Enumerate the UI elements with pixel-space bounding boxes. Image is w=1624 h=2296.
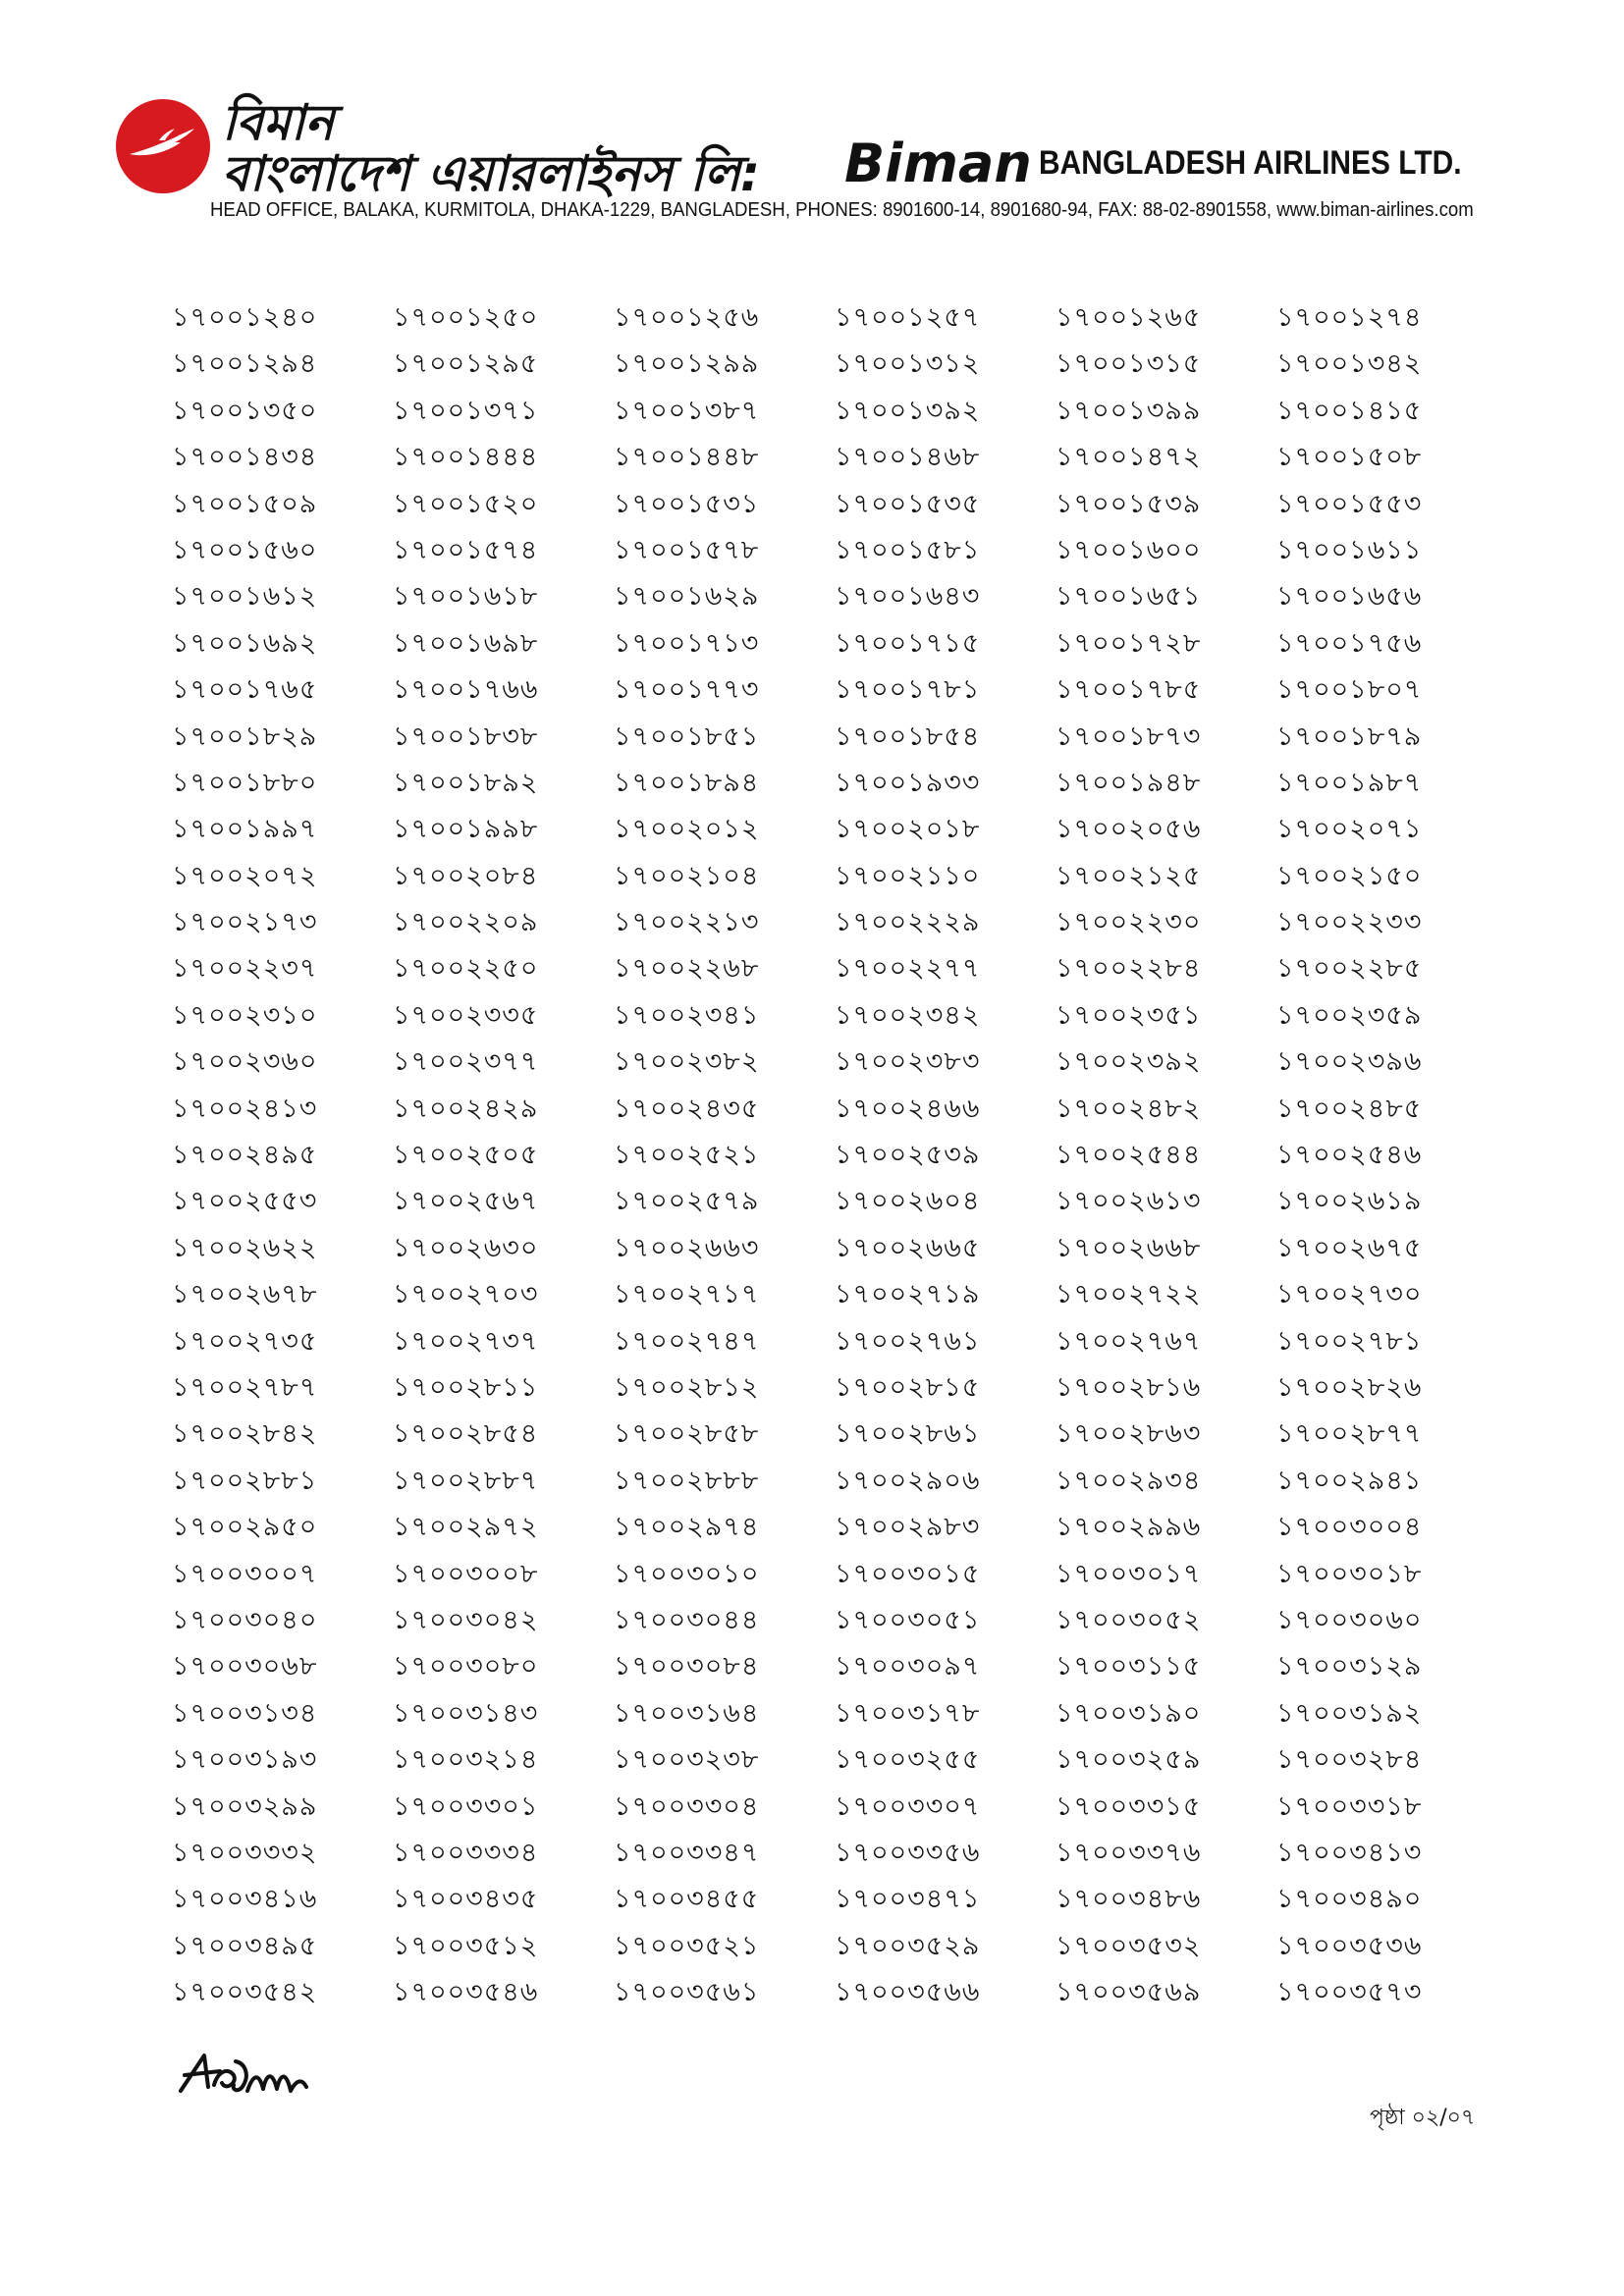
roll-number: ১৭০০২৩৮৩	[835, 1046, 981, 1078]
roll-number: ১৭০০২৯৯৬	[1056, 1512, 1202, 1543]
roll-number: ১৭০০২২৫০	[393, 953, 539, 985]
roll-number: ১৭০০১৫০৯	[172, 488, 318, 519]
roll-number: ১৭০০২০৮৪	[393, 860, 539, 891]
roll-number: ১৭০০২৩৫৯	[1276, 999, 1423, 1031]
roll-number: ১৭০০৩১৩৪	[172, 1697, 318, 1729]
roll-number: ১৭০০১৩৮৭	[614, 395, 760, 426]
roll-number: ১৭০০১৫৭৮	[614, 534, 760, 565]
roll-number: ১৭০০১৪৩৪	[172, 442, 318, 473]
roll-number: ১৭০০১৫৩৯	[1056, 488, 1202, 519]
roll-number: ১৭০০২৭৬১	[835, 1325, 981, 1357]
roll-number: ১৭০০৩০০৪	[1276, 1512, 1423, 1543]
roll-number: ১৭০০২৮৬১	[835, 1418, 981, 1450]
roll-number: ১৭০০৩৫৩৬	[1276, 1930, 1423, 1961]
roll-number: ১৭০০২১০৪	[614, 860, 760, 891]
roll-number: ১৭০০৩৩৩২	[172, 1837, 318, 1868]
roll-number: ১৭০০৩০০৮	[393, 1558, 539, 1589]
roll-number: ১৭০০২২৭৭	[835, 953, 981, 985]
roll-number: ১৭০০১৮৯২	[393, 767, 539, 798]
roll-number: ১৭০০১২৪০	[172, 302, 318, 333]
roll-number: ১৭০০২৮১৫	[835, 1371, 981, 1403]
roll-number: ১৭০০৩৪৯০	[1276, 1884, 1423, 1915]
brand-name-bengali	[222, 94, 761, 202]
roll-number: ১৭০০২৯৩৪	[1056, 1465, 1202, 1496]
head-office-address: HEAD OFFICE, BALAKA, KURMITOLA, DHAKA-1229, BANGLADESH, PHONES: 8901600-14, 8901680-94, FAX: 88-02-8901558, www.biman-airlines.com	[210, 199, 1474, 221]
roll-number: ১৭০০২৬২২	[172, 1232, 318, 1263]
roll-number: ১৭০০২৬৭৫	[1276, 1232, 1423, 1263]
roll-number: ১৭০০২৩৯২	[1056, 1046, 1202, 1078]
roll-number: ১৭০০৩৫১২	[393, 1930, 539, 1961]
roll-number: ১৭০০৩০৪৪	[614, 1604, 760, 1635]
roll-number: ১৭০০৩০০৭	[172, 1558, 318, 1589]
roll-number: ১৭০০২৬৩০	[393, 1232, 539, 1263]
roll-number: ১৭০০২২৮৫	[1276, 953, 1423, 985]
roll-number: ১৭০০২৯৭২	[393, 1512, 539, 1543]
roll-number: ১৭০০৩৫৩২	[1056, 1930, 1202, 1961]
roll-number: ১৭০০২০৭২	[172, 860, 318, 891]
page-number: পৃষ্ঠা ০২/০৭	[1370, 2106, 1476, 2130]
roll-number: ১৭০০১৭৫৬	[1276, 627, 1423, 659]
roll-number: ১৭০০৩০৬০	[1276, 1604, 1423, 1635]
roll-number: ১৭০০৩৫৪২	[172, 1977, 318, 2008]
roll-number: ১৭০০২৫০৫	[393, 1140, 539, 1171]
roll-number: ১৭০০২২১৩	[614, 907, 760, 938]
roll-number: ১৭০০৩৩১৮	[1276, 1790, 1423, 1822]
roll-number: ১৭০০১৬২৯	[614, 581, 760, 613]
roll-number: ১৭০০১৮৭৩	[1056, 721, 1202, 752]
roll-number: ১৭০০২১৫০	[1276, 860, 1423, 891]
roll-number: ১৭০০২৮৭৭	[1276, 1418, 1423, 1450]
roll-number: ১৭০০৩০৬৮	[172, 1651, 318, 1682]
roll-number: ১৭০০৩৫৬৯	[1056, 1977, 1202, 2008]
roll-number: ১৭০০৩৩৩৪	[393, 1837, 539, 1868]
roll-number: ১৭০০১৫৮১	[835, 534, 981, 565]
roll-number: ১৭০০৩২১৪	[393, 1744, 539, 1776]
roll-number: ১৭০০১৬১২	[172, 581, 318, 613]
roll-number: ১৭০০১২৬৫	[1056, 302, 1202, 333]
roll-number: ১৭০০১৪৪৪	[393, 442, 539, 473]
roll-number: ১৭০০২৯০৬	[835, 1465, 981, 1496]
roll-number: ১৭০০২৯৫০	[172, 1512, 318, 1543]
roll-number: ১৭০০২২৬৮	[614, 953, 760, 985]
roll-number: ১৭০০২০১২	[614, 814, 760, 845]
roll-number: ১৭০০১৫৭৪	[393, 534, 539, 565]
roll-number: ১৭০০২৫৩৯	[835, 1140, 981, 1171]
roll-number: ১৭০০১৫৫৩	[1276, 488, 1423, 519]
roll-number: ১৭০০২৮৬৩	[1056, 1418, 1202, 1450]
roll-number: ১৭০০৩৩৫৬	[835, 1837, 981, 1868]
roll-number: ১৭০০১৭৭৩	[614, 674, 760, 706]
roll-number: ১৭০০৩০৮৪	[614, 1651, 760, 1682]
roll-number: ১৭০০২৫৭৯	[614, 1186, 760, 1217]
roll-number: ১৭০০১২৯৫	[393, 348, 539, 380]
roll-number: ১৭০০২০৫৬	[1056, 814, 1202, 845]
roll-number: ১৭০০৩৪৮৬	[1056, 1884, 1202, 1915]
roll-number: ১৭০০২৯৮৩	[835, 1512, 981, 1543]
roll-number: ১৭০০৩৫৬১	[614, 1977, 760, 2008]
roll-number: ১৭০০২৮১৬	[1056, 1371, 1202, 1403]
roll-number: ১৭০০২৩৯৬	[1276, 1046, 1423, 1078]
roll-number: ১৭০০১৫৩১	[614, 488, 760, 519]
roll-number: ১৭০০৩০৮০	[393, 1651, 539, 1682]
roll-number: ১৭০০১৮২৯	[172, 721, 318, 752]
roll-number: ১৭০০১৮৫৪	[835, 721, 981, 752]
roll-number: ১৭০০২৪১৩	[172, 1093, 318, 1124]
roll-number: ১৭০০২৪৮২	[1056, 1093, 1202, 1124]
roll-number: ১৭০০২৪৬৬	[835, 1093, 981, 1124]
roll-number: ১৭০০২১২৫	[1056, 860, 1202, 891]
roll-number: ১৭০০২৮৮৭	[393, 1465, 539, 1496]
roll-number: ১৭০০১৫৬০	[172, 534, 318, 565]
roll-number: ১৭০০২২৩৭	[172, 953, 318, 985]
roll-number: ১৭০০২৯৪১	[1276, 1465, 1423, 1496]
brand-name-english: BANGLADESH AIRLINES LTD.	[1039, 144, 1462, 182]
roll-number: ১৭০০১২৫০	[393, 302, 539, 333]
letterhead	[116, 93, 1510, 231]
roll-number: ১৭০০৩৩০৪	[614, 1790, 760, 1822]
roll-number: ১৭০০৩৩১৫	[1056, 1790, 1202, 1822]
brand-name-bengali-line1: বিমান	[222, 94, 335, 151]
roll-number: ১৭০০২৭৩৭	[393, 1325, 539, 1357]
roll-number: ১৭০০১৯৯৮	[393, 814, 539, 845]
roll-number: ১৭০০২৫২১	[614, 1140, 760, 1171]
roll-number: ১৭০০১৩৫০	[172, 395, 318, 426]
roll-number: ১৭০০২৫৬৭	[393, 1186, 539, 1217]
roll-number: ১৭০০২৭০৩	[393, 1279, 539, 1310]
roll-number: ১৭০০১৭৬৫	[172, 674, 318, 706]
roll-number: ১৭০০২৮১২	[614, 1371, 760, 1403]
roll-number: ১৭০০২৮৮১	[172, 1465, 318, 1496]
roll-number: ১৭০০১৮৭৯	[1276, 721, 1423, 752]
signature-icon	[175, 2042, 352, 2114]
roll-number: ১৭০০২৭৮৭	[172, 1371, 318, 1403]
roll-number: ১৭০০২৩৪১	[614, 999, 760, 1031]
brand-name-bengali-line2: বাংলাদেশ এয়ারলাইনস লি:	[222, 145, 761, 202]
roll-number: ১৭০০১৬৪৩	[835, 581, 981, 613]
roll-number: ১৭০০২৪৮৫	[1276, 1093, 1423, 1124]
roll-number: ১৭০০৩০৯৭	[835, 1651, 981, 1682]
roll-number: ১৭০০২৯৭৪	[614, 1512, 760, 1543]
roll-number: ১৭০০২৭৪৭	[614, 1325, 760, 1357]
roll-number: ১৭০০১৭২৮	[1056, 627, 1202, 659]
roll-number: ১৭০০১৭১৩	[614, 627, 760, 659]
roll-number: ১৭০০৩০৫২	[1056, 1604, 1202, 1635]
roll-number: ১৭০০২৮৮৮	[614, 1465, 760, 1496]
roll-number: ১৭০০১৬১৮	[393, 581, 539, 613]
roll-number: ১৭০০১৬০০	[1056, 534, 1202, 565]
roll-number: ১৭০০১৬৯২	[172, 627, 318, 659]
roll-number: ১৭০০২৭৮১	[1276, 1325, 1423, 1357]
roll-number: ১৭০০২৮১১	[393, 1371, 539, 1403]
roll-number: ১৭০০২০১৮	[835, 814, 981, 845]
roll-number: ১৭০০২২০৯	[393, 907, 539, 938]
roll-number: ১৭০০২২৩০	[1056, 907, 1202, 938]
roll-number: ১৭০০১৬৫৬	[1276, 581, 1423, 613]
roll-number: ১৭০০১২৫৭	[835, 302, 981, 333]
roll-number: ১৭০০১৬৫১	[1056, 581, 1202, 613]
roll-number: ১৭০০২৮২৬	[1276, 1371, 1423, 1403]
roll-number: ১৭০০১৫২০	[393, 488, 539, 519]
roll-number: ১৭০০৩০১৫	[835, 1558, 981, 1589]
roll-number: ১৭০০১৩১৫	[1056, 348, 1202, 380]
roll-number: ১৭০০৩২৯৯	[172, 1790, 318, 1822]
roll-number: ১৭০০১৭১৫	[835, 627, 981, 659]
roll-number: ১৭০০৩৪৭১	[835, 1884, 981, 1915]
roll-number: ১৭০০৩৪১৬	[172, 1884, 318, 1915]
roll-number: ১৭০০১৪৪৮	[614, 442, 760, 473]
roll-number: ১৭০০২৬৬৮	[1056, 1232, 1202, 1263]
roll-number: ১৭০০৩৫২৯	[835, 1930, 981, 1961]
roll-number: ১৭০০১৪১৫	[1276, 395, 1423, 426]
roll-number: ১৭০০১৬১১	[1276, 534, 1423, 565]
roll-number: ১৭০০৩২৫৯	[1056, 1744, 1202, 1776]
roll-number: ১৭০০১৩৭১	[393, 395, 539, 426]
roll-number: ১৭০০৩৪১৩	[1276, 1837, 1423, 1868]
roll-number: ১৭০০২৮৫৪	[393, 1418, 539, 1450]
roll-number: ১৭০০৩০১৮	[1276, 1558, 1423, 1589]
roll-number: ১৭০০১২৭৪	[1276, 302, 1423, 333]
roll-number: ১৭০০২৪৯৫	[172, 1140, 318, 1171]
roll-number: ১৭০০৩৩০১	[393, 1790, 539, 1822]
roll-number: ১৭০০২৩৮২	[614, 1046, 760, 1078]
roll-number: ১৭০০২৭১৯	[835, 1279, 981, 1310]
roll-number: ১৭০০২৭৬৭	[1056, 1325, 1202, 1357]
roll-number: ১৭০০৩০১০	[614, 1558, 760, 1589]
roll-number: ১৭০০১৩৯২	[835, 395, 981, 426]
roll-number: ১৭০০৩১৯২	[1276, 1697, 1423, 1729]
roll-number: ১৭০০৩৫৬৬	[835, 1977, 981, 2008]
roll-number: ১৭০০২৭২২	[1056, 1279, 1202, 1310]
roll-number: ১৭০০১৫০৮	[1276, 442, 1423, 473]
roll-number: ১৭০০১৭৬৬	[393, 674, 539, 706]
roll-number: ১৭০০২৩৪২	[835, 999, 981, 1031]
brand-word: Biman	[844, 133, 1032, 194]
roll-number: ১৭০০২৩৫১	[1056, 999, 1202, 1031]
roll-number: ১৭০০২২২৯	[835, 907, 981, 938]
roll-number: ১৭০০২৫৫৩	[172, 1186, 318, 1217]
roll-number: ১৭০০১৯৯৭	[172, 814, 318, 845]
roll-number: ১৭০০২১১০	[835, 860, 981, 891]
roll-number: ১৭০০৩০৪২	[393, 1604, 539, 1635]
roll-number: ১৭০০২৩৩৫	[393, 999, 539, 1031]
roll-number: ১৭০০২৬৭৮	[172, 1279, 318, 1310]
roll-number: ১৭০০২৪২৯	[393, 1093, 539, 1124]
roll-number: ১৭০০১৯৪৮	[1056, 767, 1202, 798]
roll-number-grid	[172, 294, 1478, 2015]
roll-number: ১৭০০১২৫৬	[614, 302, 760, 333]
roll-number: ১৭০০২৩৭৭	[393, 1046, 539, 1078]
roll-number: ১৭০০১৮০৭	[1276, 674, 1423, 706]
roll-number: ১৭০০৩২৮৪	[1276, 1744, 1423, 1776]
roll-number: ১৭০০৩৪৯৫	[172, 1930, 318, 1961]
roll-number: ১৭০০২৬১৯	[1276, 1186, 1423, 1217]
roll-number: ১৭০০২৭৩৫	[172, 1325, 318, 1357]
roll-number: ১৭০০৩৩০৭	[835, 1790, 981, 1822]
bird-logo-icon	[116, 99, 210, 193]
roll-number: ১৭০০২৫৪৪	[1056, 1140, 1202, 1171]
roll-number: ১৭০০২২৮৪	[1056, 953, 1202, 985]
roll-number: ১৭০০১৪৭২	[1056, 442, 1202, 473]
roll-number: ১৭০০৩৪৩৫	[393, 1884, 539, 1915]
roll-number: ১৭০০১৩১২	[835, 348, 981, 380]
roll-number: ১৭০০৩০১৭	[1056, 1558, 1202, 1589]
roll-number: ১৭০০১৯৩৩	[835, 767, 981, 798]
roll-number: ১৭০০২৭১৭	[614, 1279, 760, 1310]
roll-number: ১৭০০৩২৫৫	[835, 1744, 981, 1776]
roll-number: ১৭০০২৮৫৮	[614, 1418, 760, 1450]
roll-number: ১৭০০২১৭৩	[172, 907, 318, 938]
roll-number: ১৭০০৩১৯০	[1056, 1697, 1202, 1729]
roll-number: ১৭০০২২৩৩	[1276, 907, 1423, 938]
roll-number: ১৭০০২০৭১	[1276, 814, 1423, 845]
roll-number: ১৭০০৩৪৫৫	[614, 1884, 760, 1915]
roll-number: ১৭০০৩১৪৩	[393, 1697, 539, 1729]
roll-number: ১৭০০২৪৩৫	[614, 1093, 760, 1124]
roll-number: ১৭০০২৮৪২	[172, 1418, 318, 1450]
roll-number: ১৭০০৩২৩৮	[614, 1744, 760, 1776]
roll-number: ১৭০০২৩১০	[172, 999, 318, 1031]
roll-number: ১৭০০৩১২৯	[1276, 1651, 1423, 1682]
roll-number: ১৭০০১৩৯৯	[1056, 395, 1202, 426]
roll-number: ১৭০০১৩৪২	[1276, 348, 1423, 380]
roll-number: ১৭০০৩৫৪৬	[393, 1977, 539, 2008]
roll-number: ১৭০০৩৫২১	[614, 1930, 760, 1961]
roll-number: ১৭০০১৮৮০	[172, 767, 318, 798]
roll-number: ১৭০০২৫৪৬	[1276, 1140, 1423, 1171]
roll-number: ১৭০০৩৩৪৭	[614, 1837, 760, 1868]
roll-number: ১৭০০১৭৮৫	[1056, 674, 1202, 706]
roll-number: ১৭০০১২৯৪	[172, 348, 318, 380]
roll-number: ১৭০০২৬০৪	[835, 1186, 981, 1217]
roll-number: ১৭০০১৬৯৮	[393, 627, 539, 659]
roll-number: ১৭০০২৭৩০	[1276, 1279, 1423, 1310]
roll-number: ১৭০০১৪৬৮	[835, 442, 981, 473]
roll-number: ১৭০০১৭৮১	[835, 674, 981, 706]
roll-number: ১৭০০৩১৭৮	[835, 1697, 981, 1729]
roll-number: ১৭০০৩১৯৩	[172, 1744, 318, 1776]
roll-number: ১৭০০৩৫৭৩	[1276, 1977, 1423, 2008]
roll-number: ১৭০০১৮৫১	[614, 721, 760, 752]
roll-number: ১৭০০৩০৫১	[835, 1604, 981, 1635]
roll-number: ১৭০০২৩৬০	[172, 1046, 318, 1078]
roll-number: ১৭০০১৮৩৮	[393, 721, 539, 752]
roll-number: ১৭০০১৫৩৫	[835, 488, 981, 519]
roll-number: ১৭০০৩১১৫	[1056, 1651, 1202, 1682]
roll-number: ১৭০০২৬১৩	[1056, 1186, 1202, 1217]
roll-number: ১৭০০৩১৬৪	[614, 1697, 760, 1729]
roll-number: ১৭০০১৯৮৭	[1276, 767, 1423, 798]
roll-number: ১৭০০২৬৬৩	[614, 1232, 760, 1263]
roll-number: ১৭০০৩৩৭৬	[1056, 1837, 1202, 1868]
roll-number: ১৭০০২৬৬৫	[835, 1232, 981, 1263]
roll-number: ১৭০০১২৯৯	[614, 348, 760, 380]
roll-number: ১৭০০৩০৪০	[172, 1604, 318, 1635]
roll-number: ১৭০০১৮৯৪	[614, 767, 760, 798]
